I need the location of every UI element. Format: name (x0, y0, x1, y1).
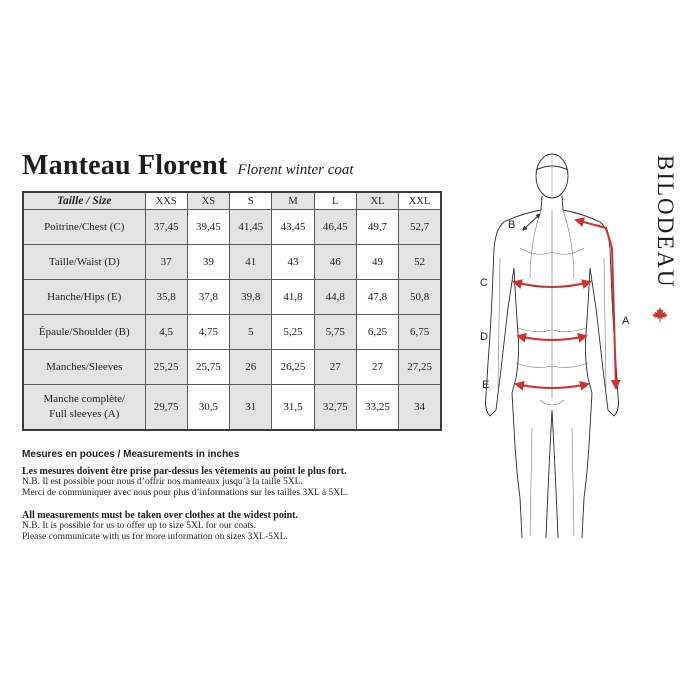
measurement-label (23, 350, 145, 385)
measurement-value: 49,7 (356, 210, 398, 245)
size-label-header: Taille / Size (23, 192, 145, 210)
measurement-value: 37,45 (145, 210, 187, 245)
size-chart-table (22, 191, 442, 431)
measurement-value: 27 (356, 350, 398, 385)
measurement-value: 5,75 (314, 315, 356, 350)
measurement-label (23, 245, 145, 280)
measurement-value: 50,8 (399, 280, 441, 315)
measurement-notes (22, 449, 452, 543)
size-row (23, 350, 441, 385)
measurement-value: 5 (230, 315, 272, 350)
measurement-value: 52 (399, 245, 441, 280)
measurement-value: 25,25 (145, 350, 187, 385)
measurement-value: 43,45 (272, 210, 314, 245)
measurement-value: 39 (187, 245, 229, 280)
measurement-value: 39,8 (230, 280, 272, 315)
notes-heading: Mesures en pouces / Measurements in inches (22, 449, 240, 460)
note-fr-bold: Les mesures doivent être prise par-dessus les vêtements au point le plus fort. (22, 466, 347, 477)
measurement-value: 4,5 (145, 315, 187, 350)
maple-leaf-icon (651, 306, 669, 329)
measurement-value: 41 (230, 245, 272, 280)
size-row (23, 280, 441, 315)
diagram-label-d: D (480, 331, 488, 343)
measurement-value: 41,8 (272, 280, 314, 315)
measurement-label (23, 385, 145, 431)
note-en-line: N.B. It is possible for us to offer up to size 5XL for our coats. (22, 521, 257, 531)
diagram-label-e: E (482, 379, 490, 391)
measurement-value: 6,75 (399, 315, 441, 350)
measurement-value: 30,5 (187, 385, 229, 431)
measurement-value: 27 (314, 350, 356, 385)
measurement-value: 37 (145, 245, 187, 280)
size-header-cell: XS (187, 192, 229, 210)
measurement-label (23, 210, 145, 245)
measurement-value: 26,25 (272, 350, 314, 385)
measurement-value: 6,25 (356, 315, 398, 350)
size-header-cell: XXL (399, 192, 441, 210)
title-subtitle: Florent winter coat (237, 162, 354, 178)
measurement-value: 34 (399, 385, 441, 431)
size-row (23, 210, 441, 245)
size-header-cell: M (272, 192, 314, 210)
measurement-value: 43 (272, 245, 314, 280)
title-main: Manteau Florent (22, 150, 228, 181)
diagram-label-c: C (480, 277, 488, 289)
measurement-label-line: Manche complète/ (43, 393, 126, 405)
measurement-value: 46 (314, 245, 356, 280)
measurement-value: 26 (230, 350, 272, 385)
measurement-value: 52,7 (399, 210, 441, 245)
diagram-label-a: A (622, 315, 630, 327)
measurement-label-line: Full sleeves (A) (49, 408, 120, 420)
measurement-label (23, 280, 145, 315)
note-fr-line: N.B. Il est possible pour nous d’offrir nos manteaux jusqu’à la taille 5XL. (22, 477, 303, 487)
measurement-value: 25,75 (187, 350, 229, 385)
measurement-label (23, 315, 145, 350)
note-en-line: Please communicate with us for more information on sizes 3XL-5XL. (22, 532, 288, 542)
measurement-value: 44,8 (314, 280, 356, 315)
brand-logo: BILODEAU (653, 155, 678, 289)
measurement-value: 37,8 (187, 280, 229, 315)
body-measurement-diagram (470, 148, 645, 545)
size-row (23, 245, 441, 280)
page-title (22, 150, 354, 182)
measurement-value: 49 (356, 245, 398, 280)
measurement-value: 32,75 (314, 385, 356, 431)
measurement-value: 4,75 (187, 315, 229, 350)
note-fr-line: Merci de communiquer avec nous pour plus d’informations sur les tailles 3XL à 5XL. (22, 488, 349, 498)
size-row (23, 315, 441, 350)
note-en-bold: All measurements must be taken over clothes at the widest point. (22, 510, 299, 521)
measurement-value: 31 (230, 385, 272, 431)
measurement-value: 46,45 (314, 210, 356, 245)
measurement-label-line: Taille/Waist (D) (48, 256, 120, 268)
size-header-cell: S (230, 192, 272, 210)
size-chart-body (23, 210, 441, 431)
measurement-value: 5,25 (272, 315, 314, 350)
size-header-cell: XL (356, 192, 398, 210)
measurement-label-line: Épaule/Shoulder (B) (38, 326, 130, 338)
measurement-value: 31,5 (272, 385, 314, 431)
measurement-value: 33,25 (356, 385, 398, 431)
measurement-value: 29,75 (145, 385, 187, 431)
measurement-value: 35,8 (145, 280, 187, 315)
diagram-label-b: B (508, 219, 516, 231)
measurement-value: 27,25 (399, 350, 441, 385)
measurement-value: 41,45 (230, 210, 272, 245)
size-row (23, 385, 441, 431)
measurement-value: 47,8 (356, 280, 398, 315)
size-header-cell: L (314, 192, 356, 210)
measurement-label-line: Poitrine/Chest (C) (44, 221, 125, 233)
measurement-label-line: Hanche/Hips (E) (47, 291, 122, 303)
size-header-row (23, 192, 441, 210)
size-header-cell: XXS (145, 192, 187, 210)
measurement-label-line: Manches/Sleeves (46, 361, 123, 373)
measurement-value: 39,45 (187, 210, 229, 245)
